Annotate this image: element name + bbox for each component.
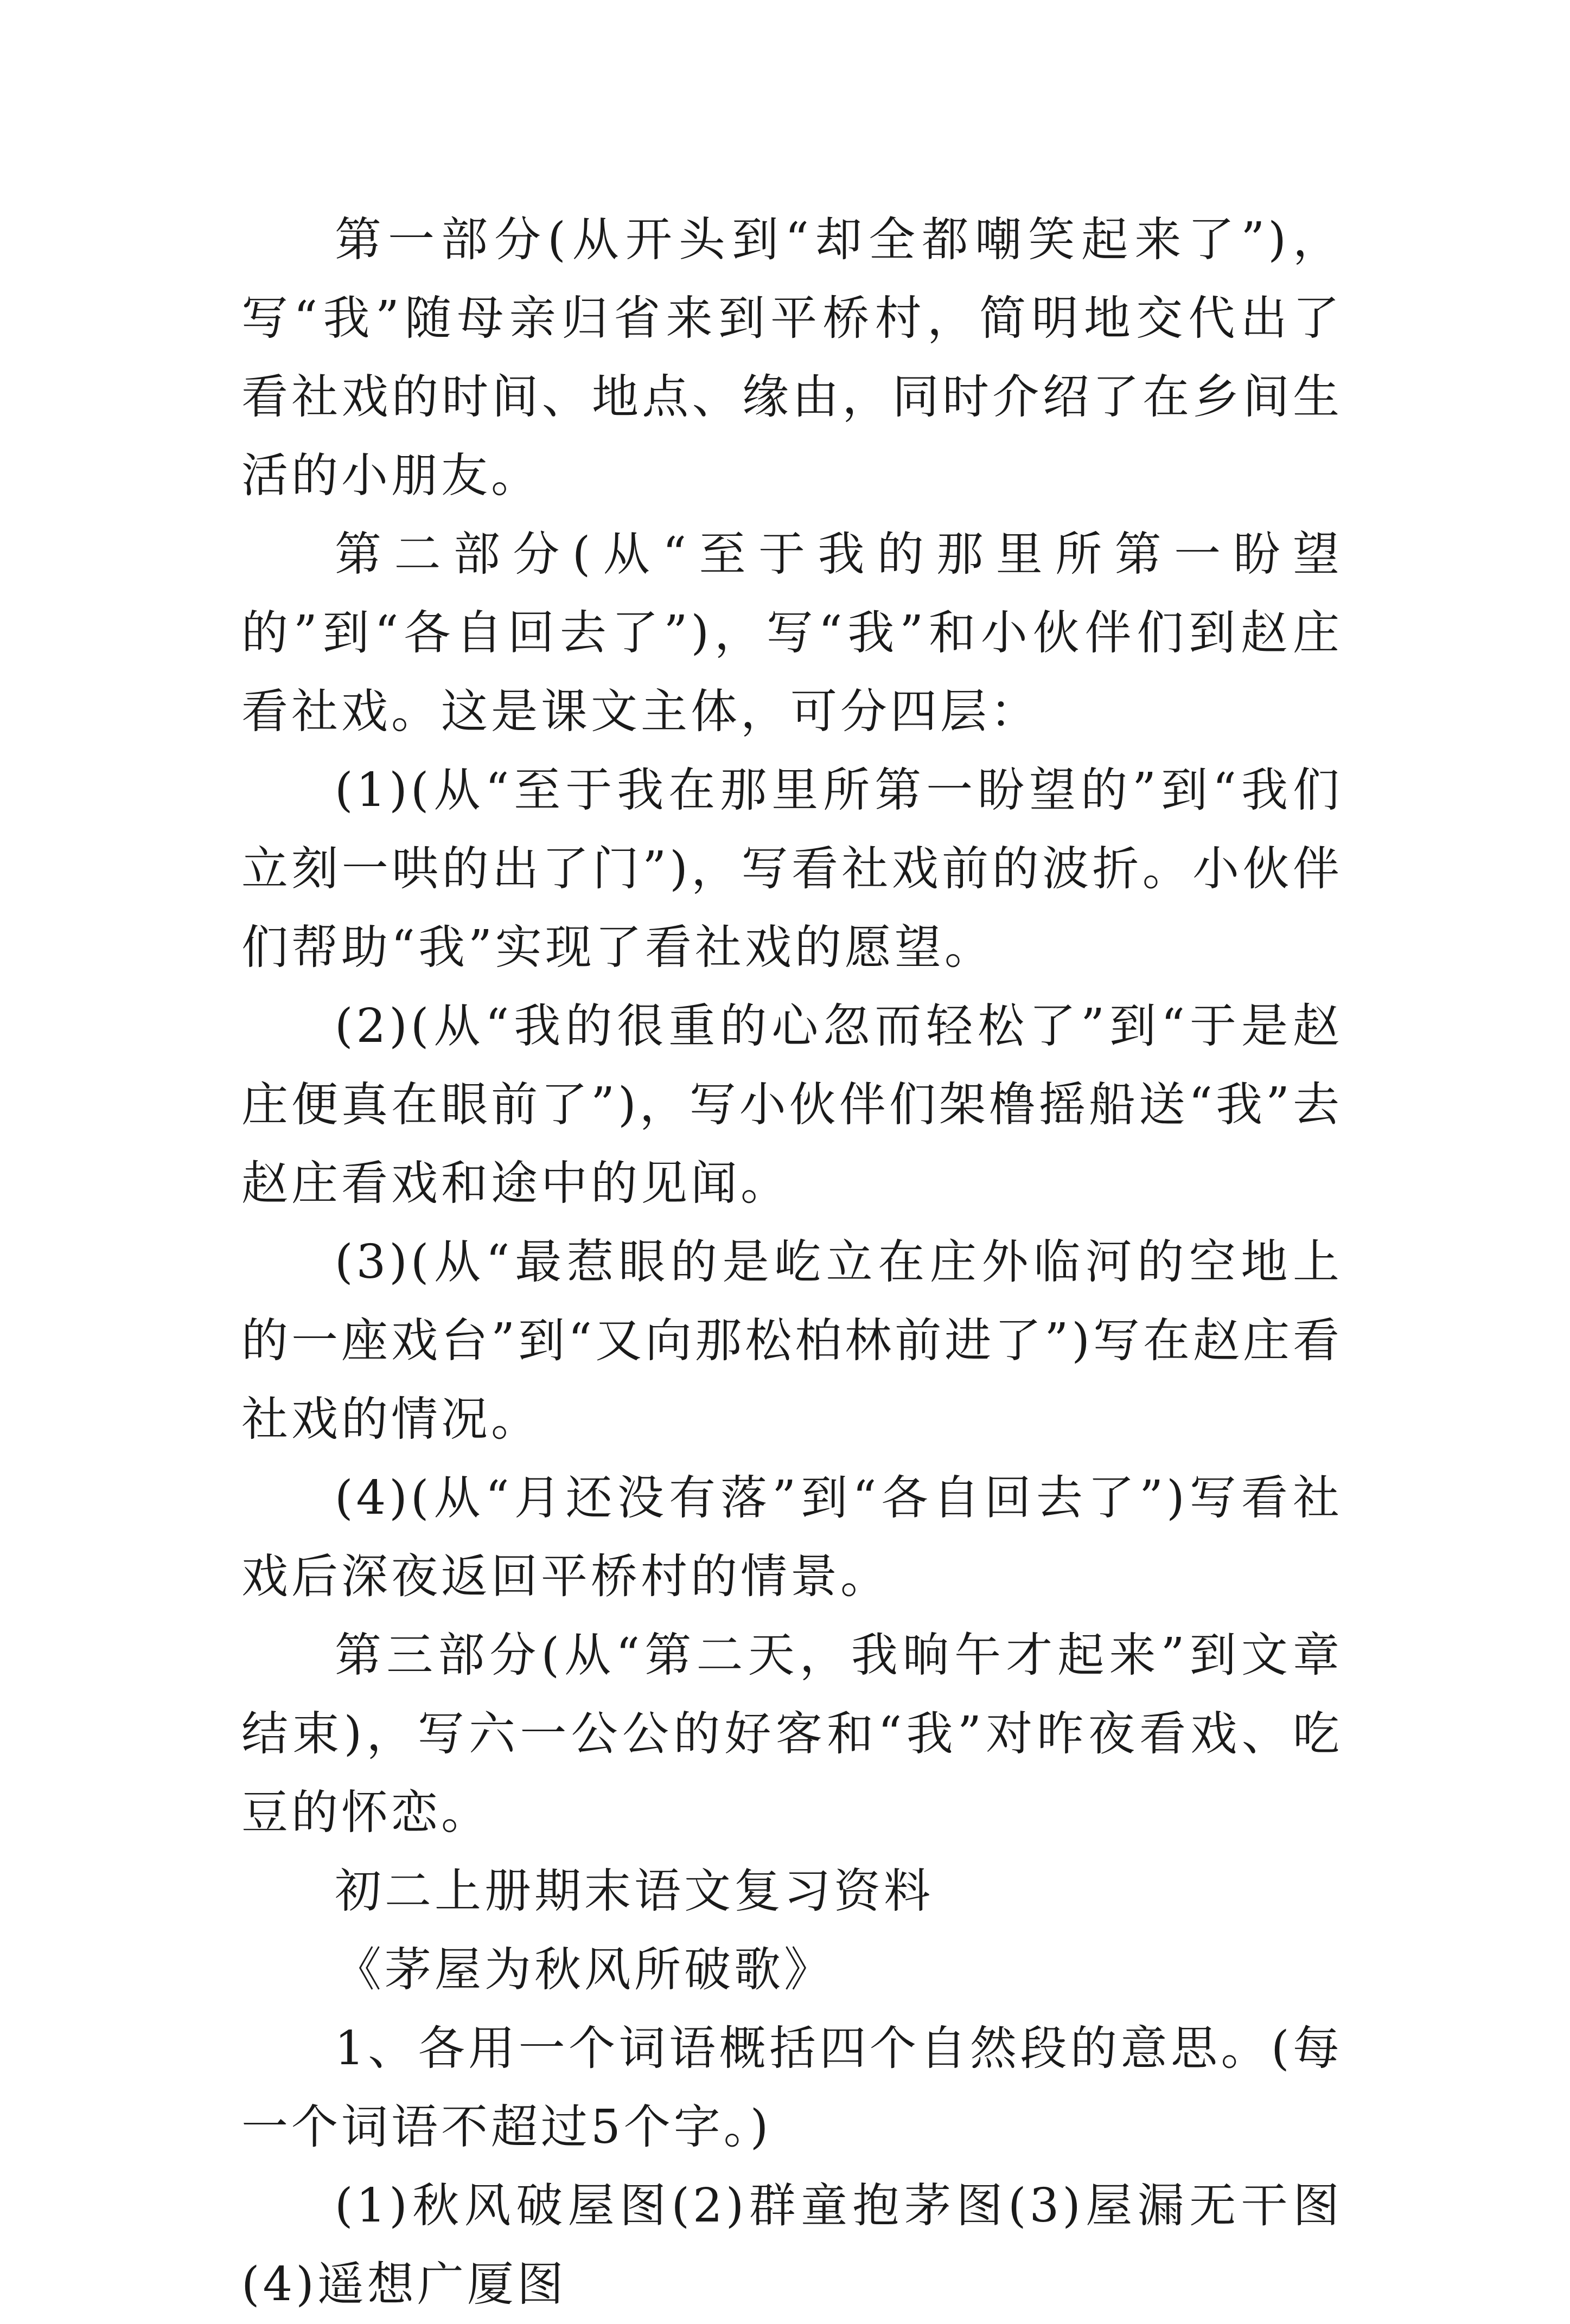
section-heading: 初二上册期末语文复习资料 [335,1864,934,1918]
document-body [241,201,1343,2324]
paragraph-part-two: 第二部分(从“至于我的那里所第一盼望的”到“各自回去了”)，写“我”和小伙伴们到赵庄看社戏。这是课文主体，可分四层： [241,527,1343,739]
paragraph-layer-1: (1)(从“至于我在那里所第一盼望的”到“我们立刻一哄的出了门”)，写看社戏前的波折。小伙伴们帮助“我”实现了看社戏的愿望。 [241,763,1343,975]
paragraph-layer-2: (2)(从“我的很重的心忽而轻松了”到“于是赵庄便真在眼前了”)，写小伙伴们架橹摇船送“我”去赵庄看戏和途中的见闻。 [241,999,1343,1211]
paragraph-layer-3: (3)(从“最惹眼的是屹立在庄外临河的空地上的一座戏台”到“又向那松柏林前进了”)写在赵庄看社戏的情况。 [241,1235,1343,1446]
paragraph-part-three: 第三部分(从“第二天，我晌午才起来”到文章结束)，写六一公公的好客和“我”对昨夜看戏、吃豆的怀恋。 [241,1628,1343,1840]
paragraph-part-one: 第一部分(从开头到“却全都嘲笑起来了”)，写“我”随母亲归省来到平桥村，简明地交代出了看社戏的时间、地点、缘由，同时介绍了在乡间生活的小朋友。 [241,213,1343,503]
question-1: 1、各用一个词语概括四个自然段的意思。(每一个词语不超过5个字。) [241,2021,1343,2154]
paragraph-layer-4: (4)(从“月还没有落”到“各自回去了”)写看社戏后深夜返回平桥村的情景。 [241,1471,1343,1604]
poem-title: 《茅屋为秋风所破歌》 [335,1943,834,1997]
answer-1: (1)秋风破屋图(2)群童抱茅图(3)屋漏无干图(4)遥想广厦图 [241,2179,1343,2312]
